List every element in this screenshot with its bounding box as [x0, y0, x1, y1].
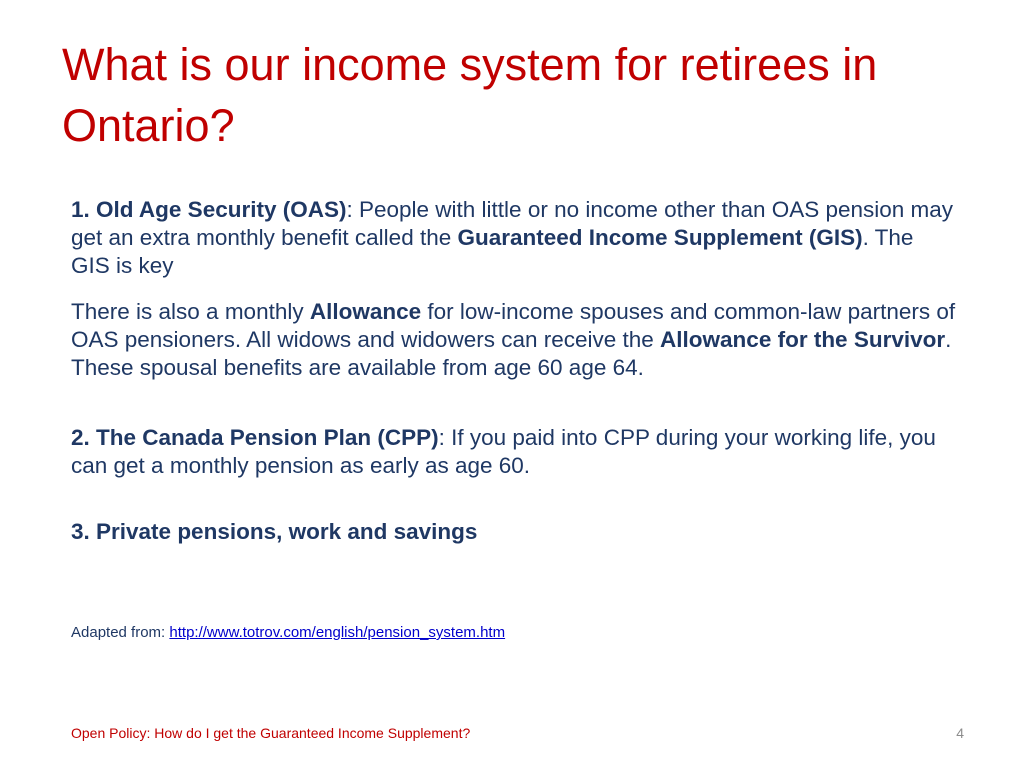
- oas-text-a: : People with little or no income other than OAS pension may get an extra monthly benefit called the: [71, 197, 954, 250]
- page-number: 4: [956, 725, 964, 741]
- private-heading: 3. Private pensions, work and savings: [71, 519, 478, 544]
- source-prefix: Adapted from:: [71, 624, 170, 641]
- cpp-paragraph: [71, 424, 956, 480]
- cpp-text: : If you paid into CPP during your working life, you can get a monthly pension as early as age 60.: [71, 425, 936, 478]
- oas-text-b: . The GIS is key: [71, 225, 914, 278]
- oas-paragraph: [71, 196, 956, 280]
- footer-text: Open Policy: How do I get the Guaranteed Income Supplement?: [71, 725, 471, 741]
- slide-body: [71, 196, 956, 546]
- cpp-heading: 2. The Canada Pension Plan (CPP): [71, 425, 439, 450]
- oas-heading: 1. Old Age Security (OAS): [71, 197, 347, 222]
- source-link[interactable]: http://www.totrov.com/english/pension_system.htm: [169, 624, 506, 641]
- allowance-text-b: for low-income spouses and common-law partners of OAS pensioners. All widows and widowers can receive the: [71, 299, 956, 352]
- allowance-term: Allowance: [309, 299, 422, 324]
- gis-term: Guaranteed Income Supplement (GIS): [457, 225, 863, 250]
- allowance-text-c: . These spousal benefits are available from age 60 age 64.: [71, 327, 952, 380]
- allowance-paragraph: [71, 298, 956, 382]
- allowance-text-a: There is also a monthly: [71, 299, 310, 324]
- slide-title: What is our income system for retirees in Ontario?: [62, 39, 878, 151]
- source-line: [71, 623, 505, 643]
- private-paragraph: [71, 518, 956, 546]
- survivor-term: Allowance for the Survivor: [660, 327, 946, 352]
